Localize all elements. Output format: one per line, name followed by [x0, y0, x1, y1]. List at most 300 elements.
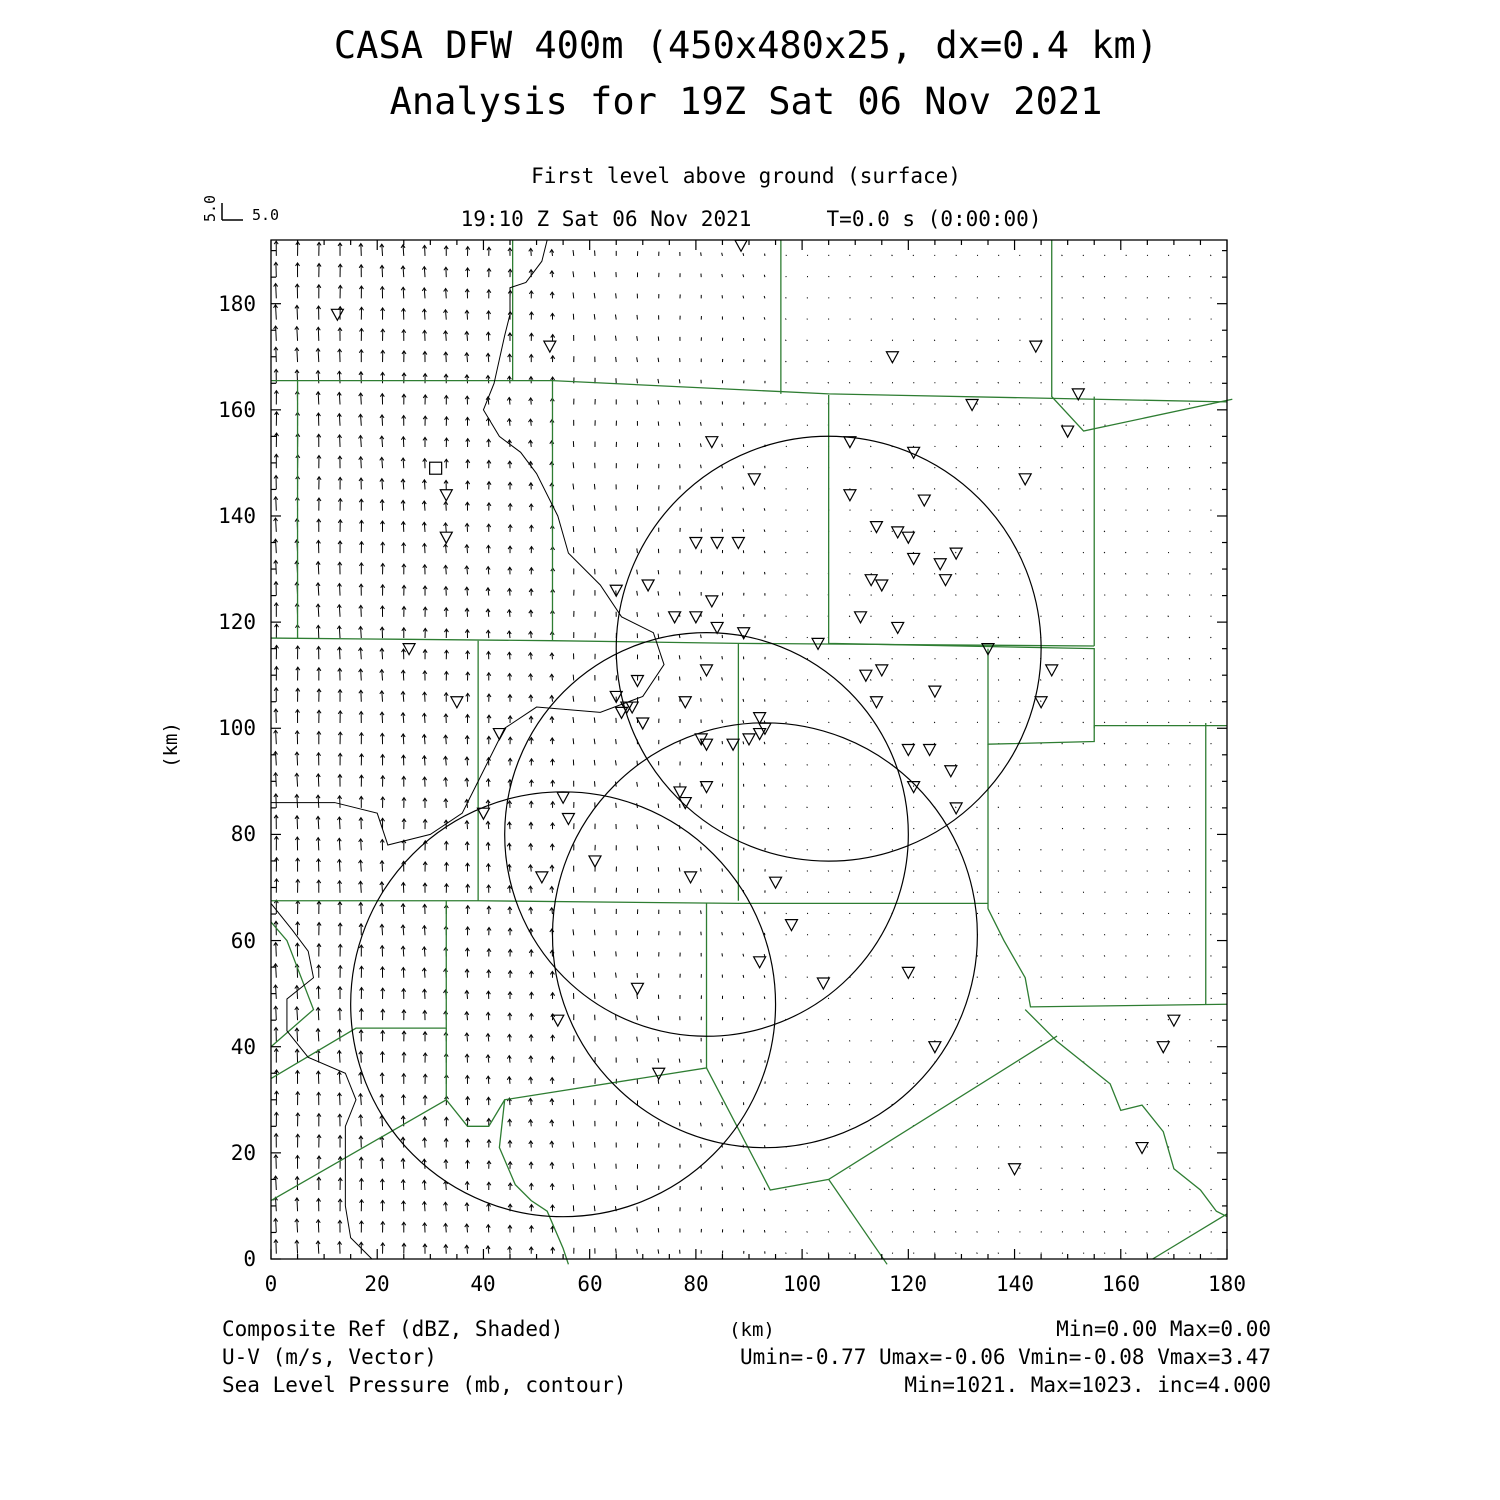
wind-vector	[807, 1231, 808, 1232]
wind-vector	[1125, 764, 1126, 765]
wind-vector	[785, 764, 786, 765]
wind-vector	[658, 825, 659, 829]
wind-vector	[1062, 276, 1063, 277]
wind-vector	[998, 807, 999, 808]
wind-vector	[637, 1249, 638, 1254]
wind-vector	[594, 930, 595, 935]
wind-vector	[892, 701, 893, 702]
wind-vector	[1125, 1253, 1126, 1254]
station-marker	[557, 792, 569, 803]
wind-vector	[276, 1176, 277, 1190]
wind-vector	[658, 400, 659, 404]
station-square-marker	[430, 462, 442, 474]
wind-vector	[870, 467, 871, 468]
wind-vector	[785, 1210, 786, 1211]
wind-vector	[1125, 573, 1126, 574]
wind-vector	[637, 570, 638, 575]
wind-vector	[297, 986, 298, 999]
wind-vector	[934, 1168, 935, 1169]
station-marker	[1168, 1015, 1180, 1026]
station-marker	[844, 490, 856, 501]
station-marker	[690, 612, 702, 623]
wind-vector	[892, 1125, 893, 1126]
wind-vector	[764, 742, 765, 744]
wind-vector	[828, 870, 829, 871]
wind-vector	[637, 336, 638, 341]
wind-vector	[1104, 955, 1105, 956]
station-marker	[934, 559, 946, 570]
y-tick-160: 160	[218, 398, 256, 422]
wind-vector	[1040, 255, 1041, 256]
wind-vector	[1104, 319, 1105, 320]
y-tick-100: 100	[218, 716, 256, 740]
wind-vector	[764, 530, 765, 532]
x-axis	[265, 1272, 1246, 1296]
wind-vector	[1147, 1019, 1148, 1020]
wind-vector	[849, 1083, 850, 1084]
wind-vector	[1168, 361, 1169, 362]
wind-vector	[722, 1123, 723, 1126]
wind-vector	[870, 913, 871, 914]
y-axis-label: (km)	[160, 722, 182, 768]
wind-vector	[339, 647, 340, 659]
wind-vector	[594, 1185, 595, 1190]
wind-vector	[382, 415, 383, 426]
wind-vector	[1019, 1062, 1020, 1063]
wind-vector	[849, 382, 850, 383]
wind-vector	[339, 584, 340, 596]
wind-vector	[722, 932, 723, 935]
x-tick-160: 160	[1102, 1272, 1140, 1296]
wind-vector	[743, 699, 744, 702]
wind-vector	[828, 1062, 829, 1063]
station-marker	[440, 532, 452, 543]
wind-vector	[956, 743, 957, 744]
wind-vector	[849, 658, 850, 659]
wind-vector	[594, 484, 595, 489]
wind-vector	[594, 314, 595, 319]
wind-vector	[892, 1168, 893, 1169]
wind-vector	[701, 847, 702, 851]
wind-vector	[573, 271, 574, 277]
wind-vector	[700, 868, 701, 872]
wind-vector	[1083, 977, 1084, 978]
wind-vector	[785, 998, 786, 999]
wind-vector	[870, 870, 871, 871]
wind-vector	[743, 465, 744, 468]
wind-vector	[913, 297, 914, 298]
wind-vector	[1019, 849, 1020, 850]
wind-vector	[849, 870, 850, 871]
wind-vector	[318, 838, 319, 851]
wind-vector	[913, 722, 914, 723]
wind-vector	[1083, 1210, 1084, 1211]
wind-vector	[870, 446, 871, 447]
wind-vector	[892, 467, 893, 468]
wind-vector	[934, 955, 935, 956]
x-tick-120: 120	[889, 1272, 927, 1296]
vector-key	[201, 195, 279, 224]
wind-vector	[1062, 955, 1063, 956]
wind-vector	[1168, 1062, 1169, 1063]
station-marker	[711, 538, 723, 549]
wind-vector	[594, 760, 595, 765]
wind-vector	[1189, 616, 1190, 617]
wind-vector	[1189, 849, 1190, 850]
wind-vector	[849, 637, 850, 638]
wind-vector	[913, 510, 914, 511]
wind-vector	[1168, 870, 1169, 871]
wind-vector	[807, 998, 808, 999]
wind-vector	[722, 677, 723, 680]
wind-vector	[722, 253, 723, 256]
wind-vector	[892, 722, 893, 723]
wind-vector	[1168, 425, 1169, 426]
wind-vector	[1210, 1104, 1211, 1105]
station-marker	[924, 745, 936, 756]
y-tick-60: 60	[230, 929, 256, 953]
wind-vector	[318, 795, 319, 808]
wind-vector	[276, 305, 277, 320]
wind-vector	[679, 422, 680, 426]
wind-vector	[892, 892, 893, 893]
wind-vector	[1062, 510, 1063, 511]
wind-vector	[871, 1083, 872, 1084]
wind-vector	[594, 739, 595, 744]
county-boundary	[1052, 240, 1233, 431]
slp-contour-1021	[271, 903, 372, 1259]
wind-vector	[1126, 531, 1127, 532]
wind-vector	[1062, 1168, 1063, 1169]
station-marker	[940, 575, 952, 586]
wind-vector	[786, 1189, 787, 1190]
footer-right2: Umin=-0.77 Umax=-0.06 Vmin=-0.08 Vmax=3.47	[739, 1345, 1271, 1369]
wind-vector	[764, 954, 765, 956]
wind-vector	[1126, 1040, 1127, 1041]
wind-vector	[276, 1006, 277, 1020]
wind-vector	[849, 828, 850, 829]
wind-vector	[849, 1062, 850, 1063]
wind-vector	[573, 484, 574, 490]
wind-vector	[637, 1207, 638, 1212]
wind-vector	[339, 371, 340, 383]
wind-vector	[1189, 1125, 1190, 1126]
wind-vector	[1062, 892, 1063, 893]
wind-vector	[658, 591, 659, 595]
wind-vector	[1210, 425, 1211, 426]
station-marker	[701, 665, 713, 676]
wind-vector	[1062, 913, 1063, 914]
wind-vector	[701, 1080, 702, 1084]
station-marker	[451, 697, 463, 708]
wind-vector	[1104, 722, 1105, 723]
wind-vector	[913, 276, 914, 277]
slp-contours	[271, 240, 664, 1259]
wind-vector	[339, 859, 340, 871]
wind-vector	[1210, 1146, 1211, 1147]
wind-vector	[934, 319, 935, 320]
wind-vector	[382, 265, 383, 277]
station-marker	[950, 548, 962, 559]
wind-vector	[616, 739, 617, 744]
wind-vector	[276, 539, 277, 553]
wind-vector	[361, 903, 362, 914]
wind-vector	[998, 1253, 999, 1254]
wind-vector	[679, 1059, 680, 1063]
wind-vector	[743, 911, 744, 914]
wind-vector	[573, 462, 574, 468]
wind-vector	[849, 892, 850, 893]
wind-vector	[977, 594, 978, 595]
wind-vector	[1104, 1210, 1105, 1211]
wind-vector	[1125, 552, 1126, 553]
wind-vector	[955, 1210, 956, 1211]
wind-vector	[637, 315, 638, 320]
wind-vector	[998, 1040, 999, 1041]
station-marker	[562, 813, 574, 824]
wind-vector	[722, 656, 723, 659]
wind-vector	[679, 1080, 680, 1084]
wind-vector	[318, 1220, 319, 1233]
wind-vector	[913, 467, 914, 468]
wind-vector	[573, 972, 574, 978]
wind-vector	[637, 591, 638, 596]
wind-vector	[276, 1197, 277, 1211]
wind-vector	[871, 701, 872, 702]
wind-vector	[1104, 510, 1105, 511]
y-tick-120: 120	[218, 610, 256, 634]
wind-vector	[955, 552, 956, 553]
wind-vector	[1041, 488, 1042, 489]
wind-vector	[998, 382, 999, 383]
wind-vector	[1019, 425, 1020, 426]
wind-vector	[573, 929, 574, 935]
wind-vector	[807, 1062, 808, 1063]
wind-vector	[637, 612, 638, 617]
wind-vector	[1040, 446, 1041, 447]
wind-vector	[785, 552, 786, 553]
station-marker	[1136, 1143, 1148, 1154]
wind-vector	[615, 994, 616, 999]
wind-vector	[998, 425, 999, 426]
wind-vector	[1040, 1146, 1041, 1147]
wind-vector	[1040, 870, 1041, 871]
wind-vector	[764, 338, 765, 340]
wind-vector	[1210, 913, 1211, 914]
wind-vector	[1040, 467, 1041, 468]
wind-vector	[1019, 828, 1020, 829]
station-marker	[1062, 426, 1074, 437]
wind-vector	[679, 401, 680, 405]
wind-vector	[658, 1249, 659, 1253]
wind-vector	[1083, 531, 1084, 532]
station-marker	[1019, 474, 1031, 485]
y-tick-0: 0	[243, 1247, 256, 1271]
wind-vector	[934, 722, 935, 723]
wind-vector	[977, 1062, 978, 1063]
wind-vector	[1189, 1083, 1190, 1084]
wind-vector	[361, 1051, 362, 1062]
wind-vector	[573, 293, 574, 299]
wind-vector	[956, 1189, 957, 1190]
wind-vector	[701, 910, 702, 914]
wind-vector	[679, 889, 680, 893]
wind-vector	[1019, 616, 1020, 617]
station-marker	[706, 596, 718, 607]
vector-key-u: 5.0	[252, 206, 280, 224]
wind-vector	[977, 573, 978, 574]
wind-vector	[786, 1253, 787, 1254]
wind-vector	[318, 1007, 319, 1020]
wind-vector	[1168, 807, 1169, 808]
wind-vector	[913, 1146, 914, 1147]
wind-vector	[1019, 403, 1020, 404]
county-boundary	[271, 638, 1094, 646]
wind-vector	[658, 379, 659, 383]
station-marker	[477, 808, 489, 819]
wind-vector	[573, 1120, 574, 1126]
wind-vector	[276, 1219, 277, 1233]
wind-vector	[998, 637, 999, 638]
station-marker	[544, 341, 556, 352]
wind-vector	[594, 972, 595, 977]
wind-vector	[1189, 679, 1190, 680]
wind-vector	[339, 817, 340, 829]
wind-vector	[764, 296, 765, 298]
wind-vector	[807, 807, 808, 808]
wind-vector	[701, 401, 702, 405]
wind-vector	[849, 425, 850, 426]
x-tick-180: 180	[1208, 1272, 1246, 1296]
wind-vector	[977, 1040, 978, 1041]
county-boundary	[988, 649, 1227, 745]
wind-vector	[1104, 297, 1105, 298]
wind-vector	[934, 276, 935, 277]
wind-vector	[828, 382, 829, 383]
y-tick-140: 140	[218, 504, 256, 528]
wind-vector	[807, 594, 808, 595]
wind-vector	[1104, 786, 1105, 787]
wind-vector	[616, 1015, 617, 1020]
wind-vector	[1211, 1083, 1212, 1084]
station-marker	[743, 734, 755, 745]
wind-vector	[956, 1040, 957, 1041]
station-marker	[690, 538, 702, 549]
wind-vector	[573, 1142, 574, 1148]
wind-vector	[892, 934, 893, 935]
wind-vector	[807, 361, 808, 362]
wind-vector	[339, 1093, 340, 1105]
wind-vector	[1210, 1125, 1211, 1126]
wind-vector	[658, 570, 659, 574]
wind-vector	[998, 361, 999, 362]
wind-vector	[1210, 467, 1211, 468]
wind-vector	[276, 751, 277, 765]
footer-right1: Min=0.00 Max=0.00	[1056, 1317, 1271, 1341]
wind-vector	[594, 548, 595, 553]
wind-vector	[297, 348, 298, 362]
subtitle-level: First level above ground (surface)	[531, 164, 961, 188]
wind-vector	[955, 1231, 956, 1232]
wind-vector	[701, 465, 702, 469]
station-marker	[902, 532, 914, 543]
wind-vector	[573, 1184, 574, 1190]
wind-vector	[934, 531, 935, 532]
station-marker	[589, 856, 601, 867]
wind-vector	[637, 824, 638, 829]
wind-vector	[1104, 743, 1105, 744]
wind-vector	[870, 1125, 871, 1126]
wind-vector	[1083, 297, 1084, 298]
wind-vector	[573, 250, 574, 256]
wind-vector	[764, 1166, 765, 1168]
station-marker	[536, 872, 548, 883]
wind-vector	[955, 998, 956, 999]
station-marker	[735, 240, 747, 251]
wind-vector	[892, 679, 893, 680]
wind-vector	[297, 327, 298, 341]
wind-vector	[1083, 701, 1084, 702]
wind-vector	[297, 773, 298, 786]
wind-vector	[1040, 701, 1041, 702]
station-marker	[701, 782, 713, 793]
wind-vector	[616, 357, 617, 362]
station-marker	[754, 713, 766, 724]
wind-vector	[1147, 573, 1148, 574]
wind-vector	[616, 1185, 617, 1190]
station-marker	[732, 538, 744, 549]
wind-vector	[1210, 870, 1211, 871]
wind-vector	[892, 955, 893, 956]
footer-left2: U-V (m/s, Vector)	[222, 1345, 437, 1369]
wind-vector	[998, 870, 999, 871]
wind-vector	[616, 803, 617, 808]
wind-vector	[828, 1040, 829, 1041]
station-marker	[1046, 665, 1058, 676]
wind-vector	[998, 828, 999, 829]
wind-vector	[1062, 446, 1063, 447]
wind-vector	[892, 658, 893, 659]
wind-vector	[1040, 1104, 1041, 1105]
wind-vector	[722, 911, 723, 914]
wind-vector	[722, 1102, 723, 1105]
wind-vector	[1083, 1146, 1084, 1147]
wind-vector	[318, 392, 319, 405]
x-tick-60: 60	[577, 1272, 603, 1296]
wind-vector	[573, 738, 574, 744]
wind-vector	[1168, 594, 1169, 595]
station-marker	[817, 978, 829, 989]
county-boundary	[829, 395, 1095, 728]
wind-vector	[828, 1083, 829, 1084]
station-marker	[785, 920, 797, 931]
wind-vector	[1104, 573, 1105, 574]
wind-vector	[870, 679, 871, 680]
wind-vector	[616, 293, 617, 298]
wind-vector	[679, 846, 680, 850]
wind-vector	[1147, 361, 1148, 362]
wind-vector	[318, 774, 319, 787]
wind-vector	[977, 340, 978, 341]
wind-vector	[785, 340, 786, 341]
wind-vector	[1104, 1231, 1105, 1232]
wind-vector	[1083, 488, 1084, 489]
station-marker	[1035, 697, 1047, 708]
wind-vector	[807, 828, 808, 829]
wind-vector	[318, 816, 319, 829]
wind-vector	[1125, 594, 1126, 595]
wind-vector	[977, 361, 978, 362]
